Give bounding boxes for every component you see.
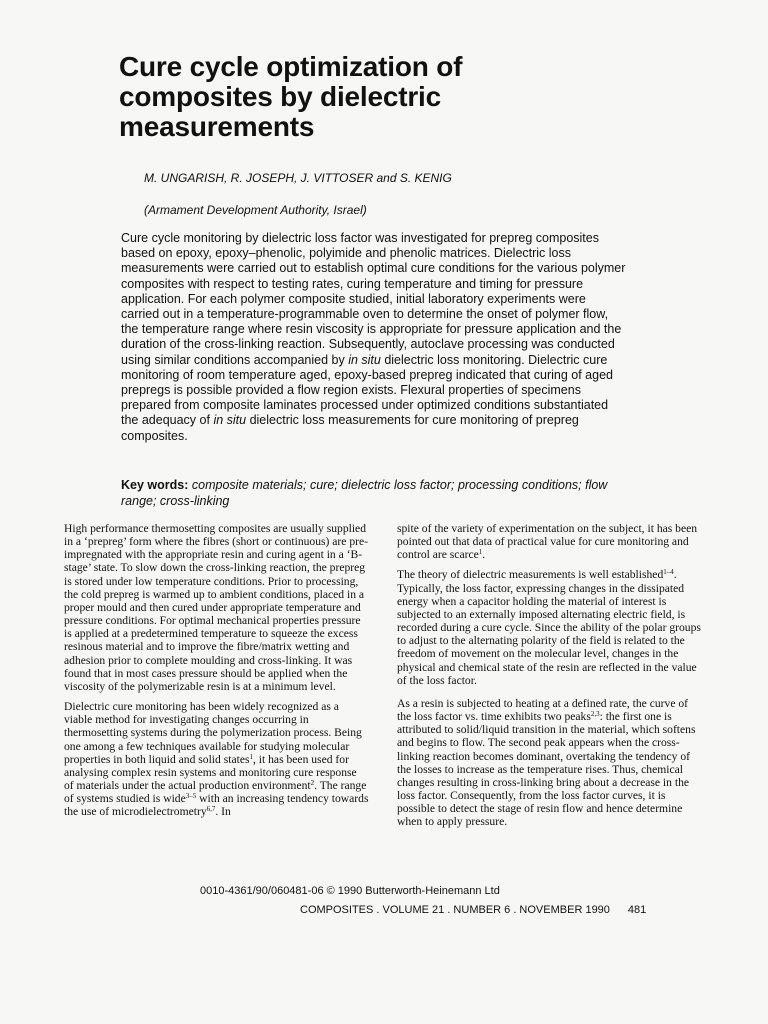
body-text: with an increasing tendency towards the use of microdielectrometry [64, 792, 369, 819]
body-paragraph: High performance thermosetting composites are usually supplied in a ‘prepreg’ form where the fibres (short or continuous) are pre-impregnated with the appropriate resin and curing agent in a ‘B-stage’ state. To slow down the cross-linking reaction, the prepreg is stored under low temperature conditions. Prior to processing, the cold prepreg is warmed up to ambient conditions, placed in a proper mould and then cured under appropriate temperature and pressure conditions. For optimal mechanical properties pressure is applied at a predetermined temperature to squeeze the excess resinous material and to improve the fibre/matrix wetting and adhesion prior to complete moulding and cross-linking. It was found that in most cases pressure should be applied when the viscosity of the polymerizable resin is at a minimum level. [64, 522, 368, 693]
article-title: Cure cycle optimization of composites by dielectric measurements [119, 51, 463, 142]
citation-ref: 3–5 [185, 792, 197, 801]
citation-ref: 6,7 [206, 805, 216, 814]
citation-ref: 1 [249, 752, 253, 761]
body-column-left [64, 522, 369, 825]
body-paragraph [64, 700, 369, 818]
body-text: The theory of dielectric measurements is well established [397, 568, 664, 582]
body-text: . Typically, the loss factor, expressing changes in the dissipated energy when a capacitor holding the material of interest is subjected to an externally imposed alternating electric field, is recorded during a cure cycle. Since the ability of the polar groups to adjust to the alternating polarity of the field is related to the freedom of movement on the molecular level, changes in the physical and chemical state of the resin are reflected in the value of the loss factor. [397, 568, 701, 687]
copyright-line: 0010-4361/90/060481-06 © 1990 Butterworth-Heinemann Ltd [200, 885, 500, 897]
abstract: Cure cycle monitoring by dielectric loss factor was investigated for prepreg composites based on epoxy, epoxy–phenolic, polyimide and phenolic matrices. Dielectric loss measurements were carried out to establish optimal cure conditions for the various polymer composites with respect to testing rates, curing temperature and timing for pressure application. For each polymer composite studied, initial laboratory experiments were carried out in a temperature-programmable oven to determine the onset of polymer flow, the temperature range where resin viscosity is appropriate for pressure application and the duration of the cross-linking reaction. Subsequently, autoclave processing was conducted using similar conditions accompanied by in situ dielectric loss monitoring. Dielectric cure monitoring of room temperature aged, epoxy-based prepreg indicated that curing of aged prepregs is possible provided a flow region exists. Flexural properties of specimens prepared from composite laminates processed under optimized conditions substantiated the adequacy of in situ dielectric loss measurements for cure monitoring of prepreg composites. [121, 231, 626, 443]
italic-term: in situ [213, 413, 247, 428]
body-text: : the first one is attributed to solid/liquid transition in the material, which softens and begins to flow. The second peak appears when the cross-linking reaction becomes dominant, overtaking the tendency of the losses to increase as the temperature rises. Thus, chemical changes resulting in cross-linking bring about a decrease in the loss factor. Consequently, from the loss factor curves, it is possible to detect the stage of resin flow and hence determine when to apply pressure. [397, 710, 696, 829]
body-paragraph [397, 522, 702, 561]
keywords [121, 478, 627, 509]
body-text: spite of the variety of experimentation on the subject, it has been pointed out that data of practical value for cure monitoring and control are scarce [397, 522, 698, 562]
body-column-right [397, 522, 702, 835]
body-text: Dielectric cure monitoring has been widely recognized as a viable method for investigating changes occurring in thermosetting systems during the polymerization process. Being one among a few techniques available for studying molecular properties in both liquid and solid states [64, 700, 362, 766]
citation-ref: 2 [310, 778, 315, 787]
body-text: As a resin is subjected to heating at a defined rate, the curve of the loss factor vs. time exhibits two peaks [397, 696, 689, 724]
body-paragraph [397, 568, 702, 686]
citation-ref: 1 [478, 548, 483, 557]
journal-footer [300, 903, 680, 917]
body-text: . The range of systems studied is wide [64, 778, 367, 806]
page-number: 481 [627, 904, 647, 916]
body-text: , it has been used for analysing complex resin systems and monitoring cure response of materials under the actual production environment [64, 752, 357, 792]
italic-term: in situ [348, 352, 381, 367]
citation-ref: 1–4 [663, 568, 674, 577]
journal-info: COMPOSITES . VOLUME 21 . NUMBER 6 . NOVEMBER 1990 [300, 904, 610, 916]
author-affiliation: (Armament Development Authority, Israel) [144, 203, 367, 217]
body-text: . [482, 548, 486, 562]
author-list: M. UNGARISH, R. JOSEPH, J. VITTOSER and S. KENIG [144, 171, 452, 185]
citation-ref: 2,3 [590, 710, 600, 719]
keywords-list: composite materials; cure; dielectric loss factor; processing conditions; flow range; cross-linking [121, 478, 608, 508]
body-text: . In [215, 805, 231, 819]
keywords-label: Key words: [121, 478, 189, 492]
body-paragraph [397, 697, 702, 829]
